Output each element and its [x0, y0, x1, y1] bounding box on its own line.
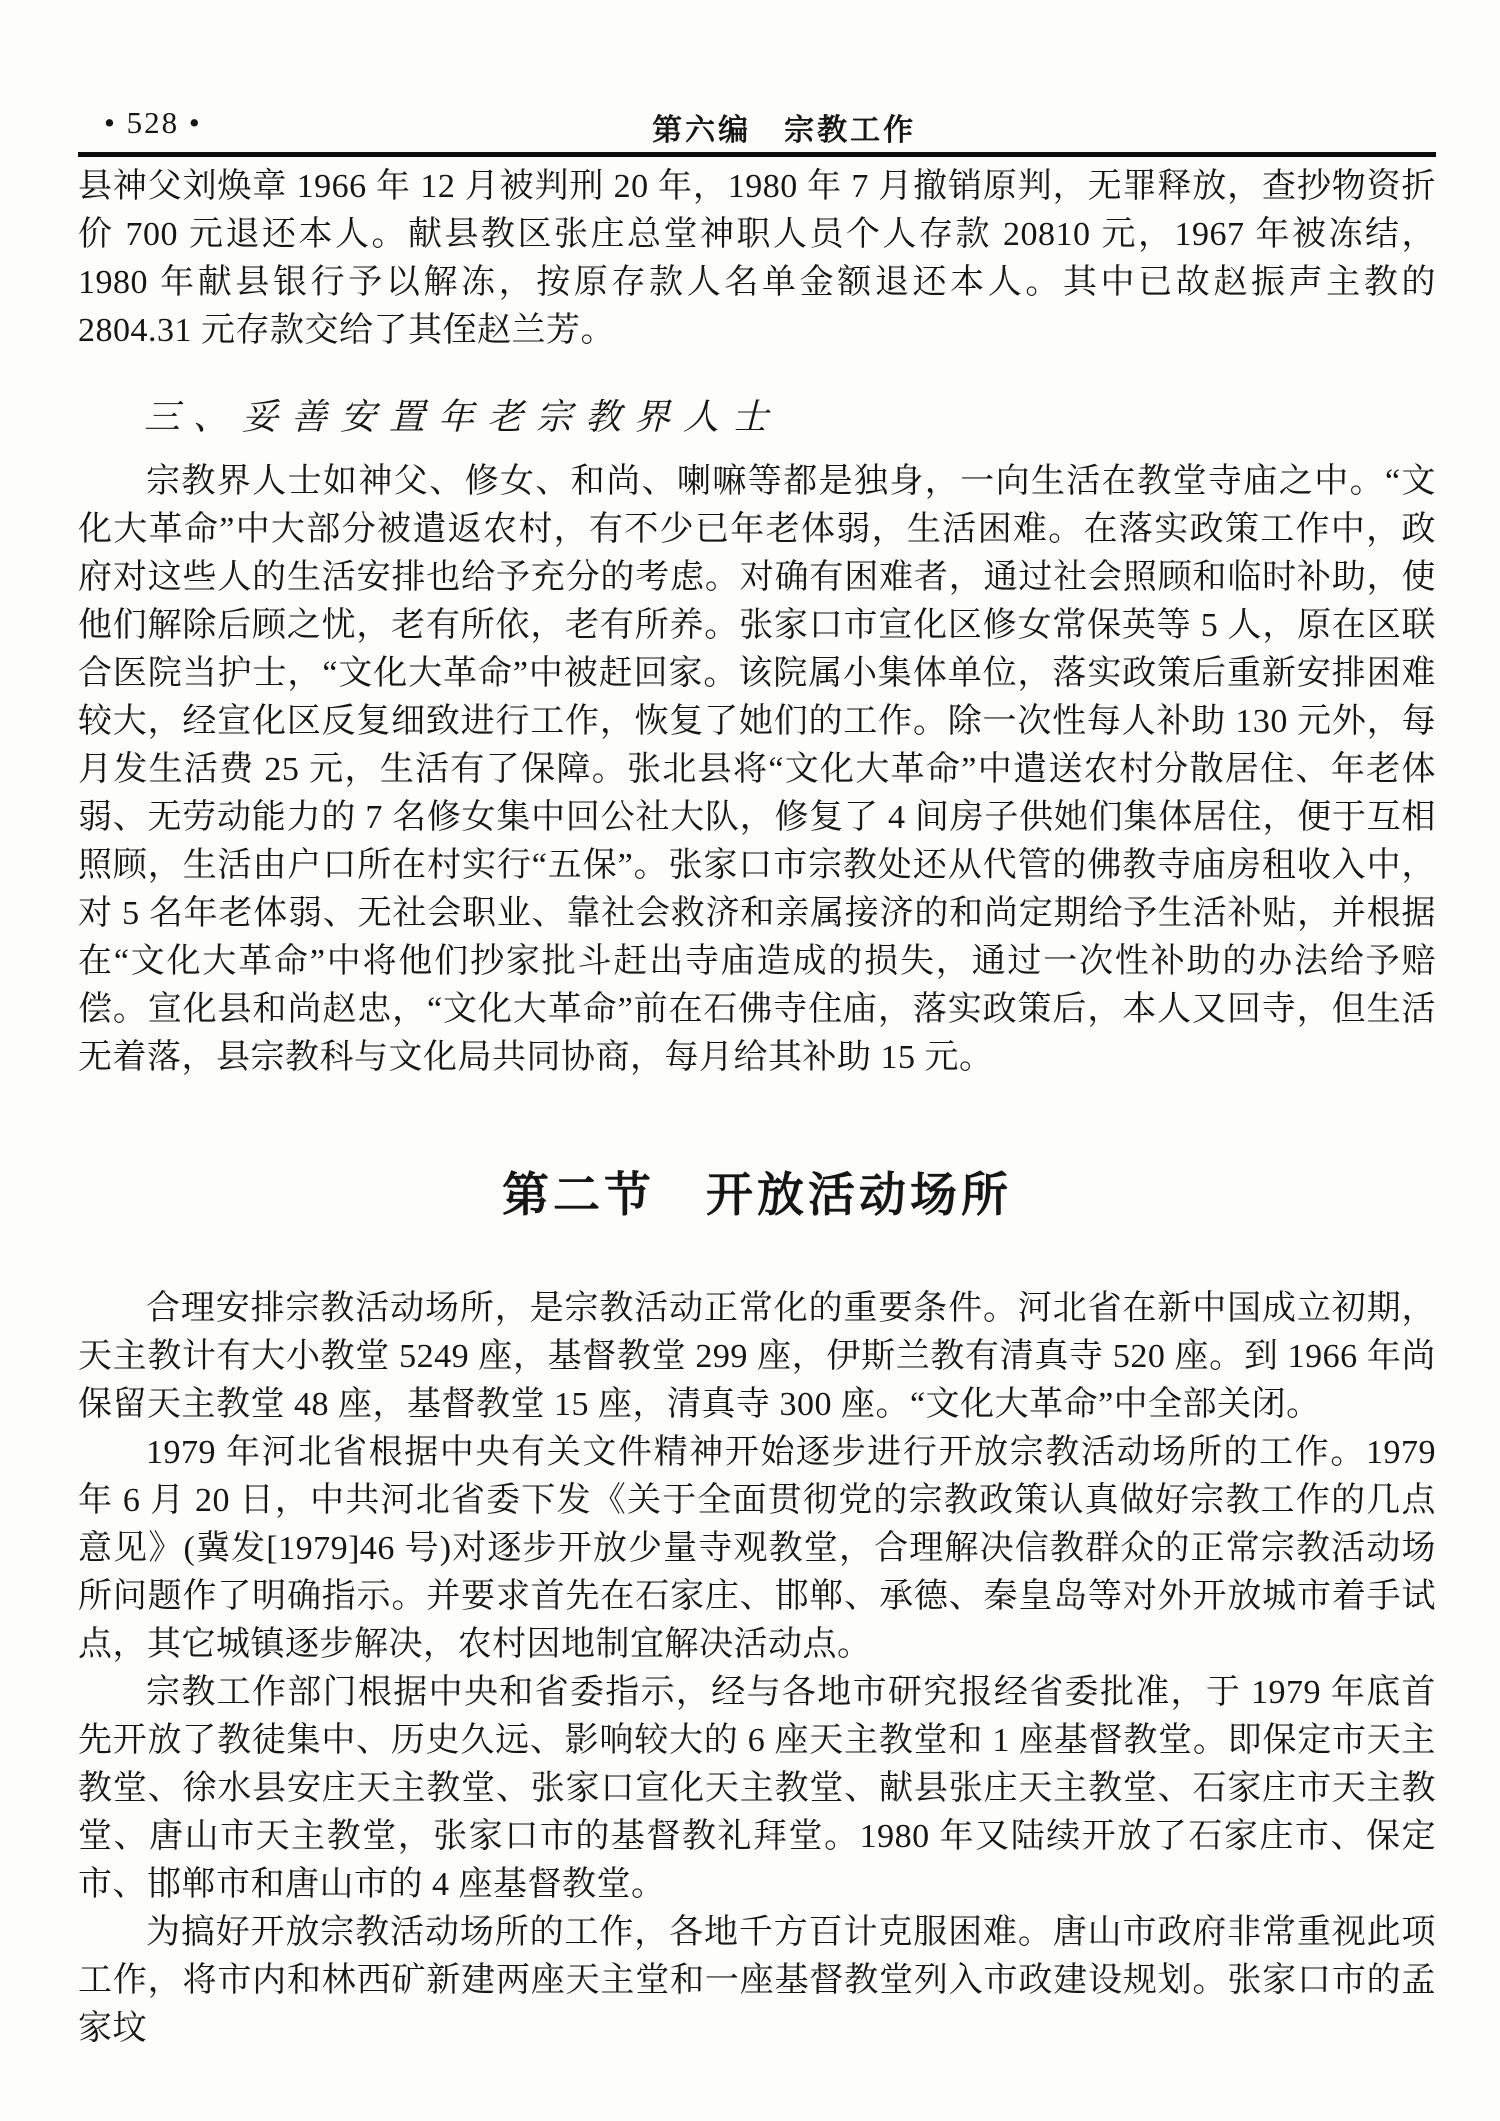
page-header — [78, 105, 1436, 147]
subsection-paragraph: 宗教界人士如神父、修女、和尚、喇嘛等都是独身，一向生活在教堂寺庙之中。“文化大革命”中大部分被遣返农村，有不少已年老体弱，生活困难。在落实政策工作中，政府对这些人的生活安排也给予充分的考虑。对确有困难者，通过社会照顾和临时补助，使他们解除后顾之忧，老有所依，老有所养。张家口市宣化区修女常保英等 5 人，原在区联合医院当护士，“文化大革命”中被赶回家。该院属小集体单位，落实政策后重新安排困难较大，经宣化区反复细致进行工作，恢复了她们的工作。除一次性每人补助 130 元外，每月发生活费 25 元，生活有了保障。张北县将“文化大革命”中遣送农村分散居住、年老体弱、无劳动能力的 7 名修女集中回公社大队，修复了 4 间房子供她们集体居住，便于互相照顾，生活由户口所在村实行“五保”。张家口市宗教处还从代管的佛教寺庙房租收入中，对 5 名年老体弱、无社会职业、靠社会救济和亲属接济的和尚定期给予生活补贴，并根据在“文化大革命”中将他们抄家批斗赶出寺庙造成的损失，通过一次性补助的办法给予赔偿。宣化县和尚赵忠，“文化大革命”前在石佛寺住庙，落实政策后，本人又回寺，但生活无着落，县宗教科与文化局共同协商，每月给其补助 15 元。 — [78, 463, 1436, 1076]
section-heading: 第二节 开放活动场所 — [502, 1168, 1012, 1221]
section-paragraph-3: 宗教工作部门根据中央和省委指示，经与各地市研究报经省委批准，于 1979 年底首先开放了教徒集中、历史久远、影响较大的 6 座天主教堂和 1 座基督教堂。即保定市天主教堂、徐水县安庄天主教堂、张家口宣化天主教堂、献县张庄天主教堂、石家庄市天主教堂、唐山市天主教堂，张家口市的基督教礼拜堂。1980 年又陆续开放了石家庄市、保定市、邯郸市和唐山市的 4 座基督教堂。 — [78, 1674, 1436, 1903]
continuation-paragraph: 县神父刘焕章 1966 年 12 月被判刑 20 年，1980 年 7 月撤销原判，无罪释放，查抄物资折价 700 元退还本人。献县教区张庄总堂神职人员个人存款 20810 元，1967 年被冻结，1980 年献县银行予以解冻，按原存款人名单金额退还本人。其中已故赵振声主教的 2804.31 元存款交给了其侄赵兰芳。 — [78, 168, 1436, 349]
subsection-heading: 三、妥善安置年老宗教界人士 — [144, 397, 782, 437]
section-paragraph-2: 1979 年河北省根据中央有关文件精神开始逐步进行开放宗教活动场所的工作。1979 年 6 月 20 日，中共河北省委下发《关于全面贯彻党的宗教政策认真做好宗教工作的几点意见》(冀发[1979]46 号)对逐步开放少量寺观教堂，合理解决信教群众的正常宗教活动场所问题作了明确指示。并要求首先在石家庄、邯郸、承德、秦皇岛等对外开放城市着手试点，其它城镇逐步解决，农村因地制宜解决活动点。 — [78, 1434, 1436, 1663]
page-body — [78, 157, 1436, 2053]
section-paragraph-1: 合理安排宗教活动场所，是宗教活动正常化的重要条件。河北省在新中国成立初期，天主教计有大小教堂 5249 座，基督教堂 299 座，伊斯兰教有清真寺 520 座。到 1966 年尚保留天主教堂 48 座，基督教堂 15 座，清真寺 300 座。“文化大革命”中全部关闭。 — [78, 1290, 1436, 1423]
page-number: • 528 • — [104, 105, 202, 140]
section-paragraph-4: 为搞好开放宗教活动场所的工作，各地千方百计克服困难。唐山市政府非常重视此项工作，将市内和林西矿新建两座天主堂和一座基督教堂列入市政建设规划。张家口市的孟家坟 — [78, 1914, 1436, 2047]
running-header-title: 第六编 宗教工作 — [652, 114, 917, 147]
